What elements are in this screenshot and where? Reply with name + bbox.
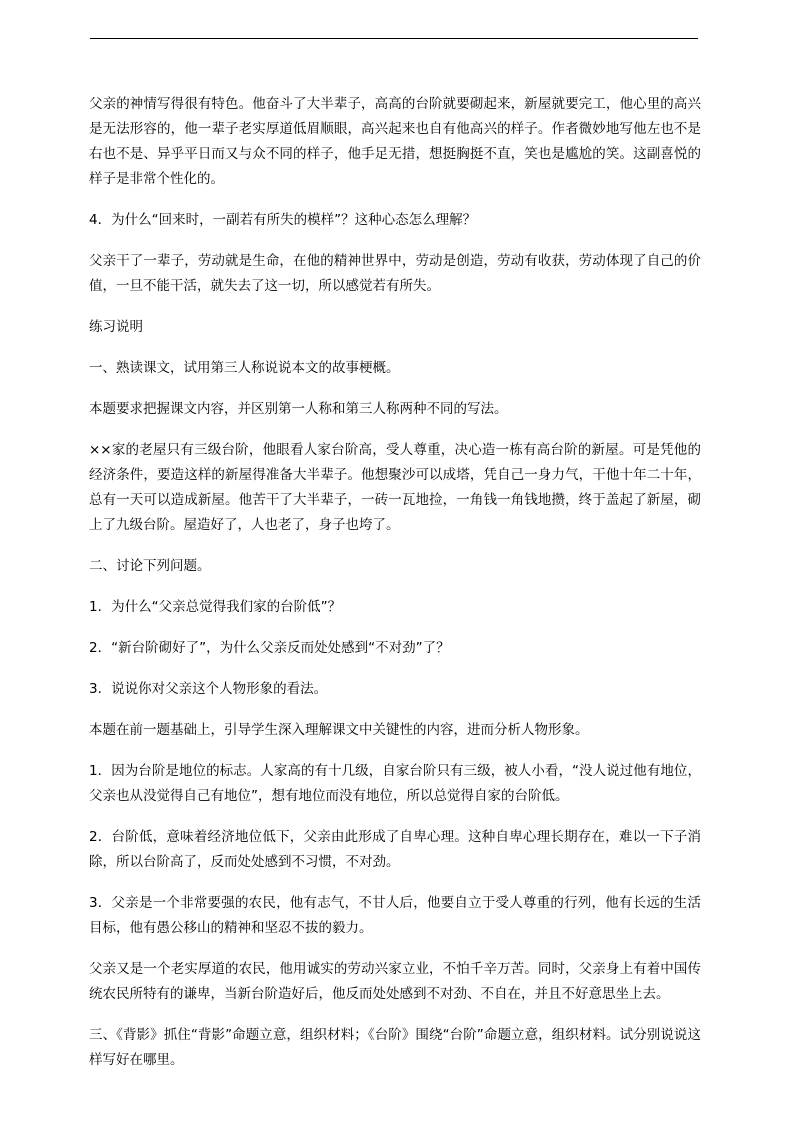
section-heading-exercises: 练习说明 xyxy=(89,319,143,335)
exercise-2-answer-1: 1．因为台阶是地位的标志。人家高的有十几级，自家台阶只有三级，被人小看，“没人说过他有地位，父亲也从没觉得自己有地位”，想有地位而没有地位，所以总觉得自家的台阶低。 xyxy=(89,763,701,804)
paragraph-father-expression: 父亲的神情写得很有特色。他奋斗了大半辈子，高高的台阶就要砌起来，新屋就要完工，他心里的高兴是无法形容的，他一辈子老实厚道低眉顺眼，高兴起来也自有他高兴的样子。作者微妙地写他左也不是右也不是、异乎平日而又与众不同的样子，他手足无措，想挺胸挺不直，笑也是尴尬的笑。这副喜悦的样子是非常个性化的。 xyxy=(89,96,701,187)
document-body xyxy=(89,92,701,1089)
exercise-2-question-1: 1．为什么“父亲总觉得我们家的台阶低”？ xyxy=(89,599,342,615)
header-rule xyxy=(90,38,698,39)
exercise-2-answer-2: 2．台阶低，意味着经济地位低下，父亲由此形成了自卑心理。这种自卑心理长期存在，难以一下子消除，所以台阶高了，反而处处感到不习惯，不对劲。 xyxy=(89,829,701,870)
exercise-2-question-2: 2．“新台阶砌好了”，为什么父亲反而处处感到“不对劲”了？ xyxy=(89,640,450,656)
exercise-1-answer: ××家的老屋只有三级台阶，他眼看人家台阶高，受人尊重，决心造一栋有高台阶的新屋。可是凭他的经济条件，要造这样的新屋得准备大半辈子。他想聚沙可以成塔，凭自己一身力气，干他十年二十年，总有一天可以造成新屋。他苦干了大半辈子，一砖一瓦地捡，一角钱一角钱地攒，终于盖起了新屋，砌上了九级台阶。屋造好了，人也老了，身子也垮了。 xyxy=(89,442,701,533)
exercise-1-note: 本题要求把握课文内容，并区别第一人称和第三人称两种不同的写法。 xyxy=(89,401,508,417)
exercise-2: 二、讨论下列问题。 xyxy=(89,558,211,574)
exercise-2-note: 本题在前一题基础上，引导学生深入理解课文中关键性的内容，进而分析人物形象。 xyxy=(89,722,589,738)
exercise-1: 一、熟读课文，试用第三人称说说本文的故事梗概。 xyxy=(89,360,400,376)
exercise-3: 三、《背影》抓住“背影”命题立意，组织材料；《台阶》围绕“台阶”命题立意，组织材料。试分别说说这样写好在哪里。 xyxy=(89,1027,701,1068)
question-4: 4．为什么“回来时，一副若有所失的模样”？这种心态怎么理解？ xyxy=(89,212,477,228)
exercise-2-answer-3-continued: 父亲又是一个老实厚道的农民，他用诚实的劳动兴家立业，不怕千辛万苦。同时，父亲身上有着中国传统农民所特有的谦卑，当新台阶造好后，他反而处处感到不对劲、不自在，并且不好意思坐上去。 xyxy=(89,961,701,1002)
exercise-2-question-3: 3．说说你对父亲这个人物形象的看法。 xyxy=(89,681,328,697)
exercise-2-answer-3: 3．父亲是一个非常要强的农民，他有志气，不甘人后，他要自立于受人尊重的行列，他有长远的生活目标，他有愚公移山的精神和坚忍不拔的毅力。 xyxy=(89,895,701,936)
answer-4: 父亲干了一辈子，劳动就是生命，在他的精神世界中，劳动是创造，劳动有收获，劳动体现了自己的价值，一旦不能干活，就失去了这一切，所以感觉若有所失。 xyxy=(89,253,701,294)
